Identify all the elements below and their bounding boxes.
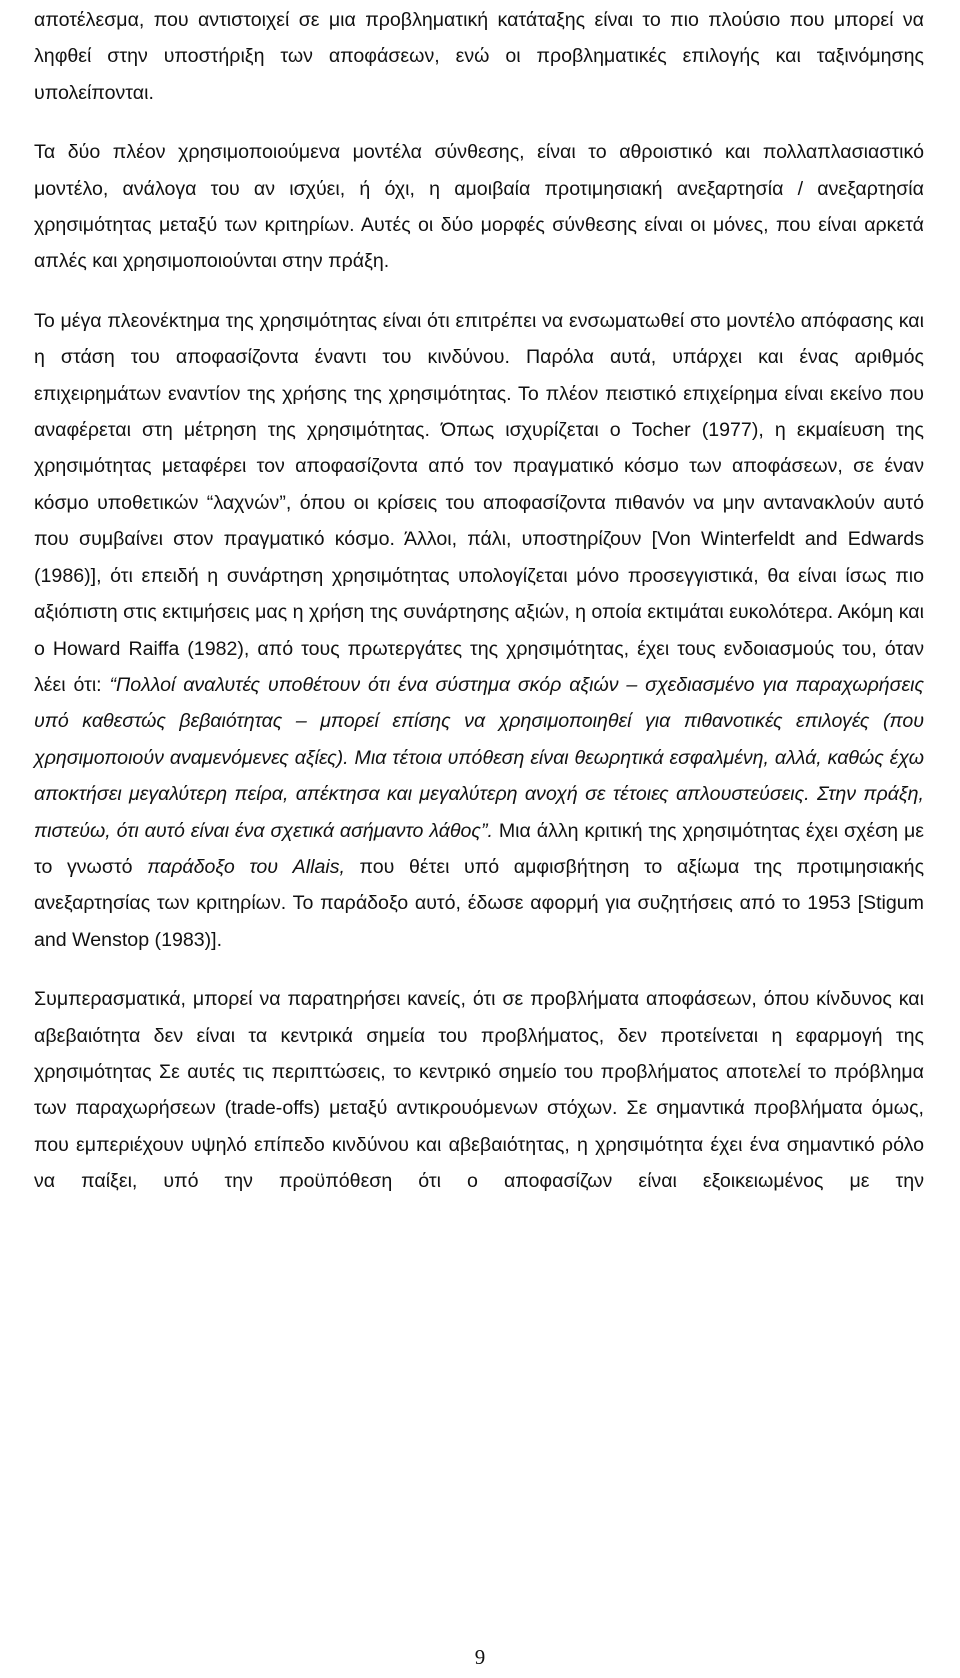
raiffa-quote: “Πολλοί αναλυτές υποθέτουν ότι ένα σύστημα σκόρ αξιών – σχεδιασμένο για παραχωρήσεις υπό καθεστώς βεβαιότητας – μπορεί επίσης να χρησιμοποιηθεί για πιθανοτικές επιλογές (που χρησιμοποιούν αναμενόμενες αξίες). Μια τέτοια υπόθεση είναι θεωρητικά εσφαλμένη, αλλά, καθώς έχω αποκτήσει μεγαλύτερη πείρα, απέκτησα και μεγαλύτερη ανοχή σε τέτοιες απλουστεύσεις. Στην πράξη, πιστεύω, ότι αυτό είναι ένα σχετικά ασήμαντο λάθος”. (34, 673, 924, 842)
allais-paradox-term: παράδοξο του Allais, (147, 855, 345, 878)
page-number: 9 (474, 1645, 486, 1669)
paragraph-4-text: Συμπερασματικά, μπορεί να παρατηρήσει κανείς, ότι σε προβλήματα αποφάσεων, όπου κίνδυνος και αβεβαιότητα δεν είναι τα κεντρικά σημεία του προβλήματος, δεν προτείνεται η εφαρμογή της χρησιμότητας Σε αυτές τις περιπτώσεις, το κεντρικό σημείο του προβλήματος αποτελεί το πρόβλημα των παραχωρήσεων (trade-offs) μεταξύ αντικρουόμενων στόχων. Σε σημαντικά προβλήματα όμως, που εμπεριέχουν υψηλό επίπεδο κινδύνου και αβεβαιότητας, η χρησιμότητα έχει ένα σημαντικό ρόλο να παίξει, υπό την προϋπόθεση ότι ο αποφασίζων είναι εξοικειωμένος με την (34, 988, 924, 1193)
document-body (34, 2, 924, 1223)
paragraph-4 (34, 981, 924, 1199)
paragraph-1-text: αποτέλεσμα, που αντιστοιχεί σε μια προβληματική κατάταξης είναι το πιο πλούσιο που μπορεί να ληφθεί στην υποστήριξη των αποφάσεων, ενώ οι προβληματικές επιλογής και ταξινόμησης υπολείπονται. (34, 9, 924, 104)
paragraph-2 (34, 134, 924, 280)
paragraph-3-text-b: Μια άλλη κριτική της χρησιμότητας έχει σχέση με το γνωστό (34, 819, 924, 878)
paragraph-3-text-a: Το μέγα πλεονέκτημα της χρησιμότητας είναι ότι επιτρέπει να ενσωματωθεί στο μοντέλο απόφασης και η στάση του αποφασίζοντα έναντι του κινδύνου. Παρόλα αυτά, υπάρχει και ένας αριθμός επιχειρημάτων εναντίον της χρήσης της χρησιμότητας. Το πλέον πειστικό επιχείρημα είναι εκείνο που αναφέρεται στη μέτρηση της χρησιμότητας. Όπως ισχυρίζεται ο Tocher (1977), η εκμαίευση της χρησιμότητας μεταφέρει τον αποφασίζοντα από τον πραγματικό κόσμο των αποφάσεων, σε έναν κόσμο υποθετικών “λαχνών”, όπου οι κρίσεις του αποφασίζοντα πιθανόν να μην αντανακλούν αυτό που συμβαίνει στον πραγματικό κόσμο. Άλλοι, πάλι, υποστηρίζουν [Von Winterfeldt and Edwards (1986)], ότι επειδή η συνάρτηση χρησιμότητας υπολογίζεται μόνο προσεγγιστικά, θα είναι ίσως πιο αξιόπιστη στις εκτιμήσεις μας η χρήση της συνάρτησης αξιών, η οποία εκτιμάται ευκολότερα. Ακόμη και ο Howard Raiffa (1982), από τους πρωτεργάτες της χρησιμότητας, έχει τους ενδοιασμούς του, όταν λέει ότι: (34, 309, 924, 696)
paragraph-3-text-c: που θέτει υπό αμφισβήτηση το αξίωμα της προτιμησιακής ανεξαρτησίας των κριτηρίων. Το παράδοξο αυτό, έδωσε αφορμή για συζητήσεις από το 1953 [Stigum and Wenstop (1983)]. (34, 855, 925, 951)
paragraph-2-text: Τα δύο πλέον χρησιμοποιούμενα μοντέλα σύνθεσης, είναι το αθροιστικό και πολλαπλασιαστικό μοντέλο, ανάλογα του αν ισχύει, ή όχι, η αμοιβαία προτιμησιακή ανεξαρτησία / ανεξαρτησία χρησιμότητας μεταξύ των κριτηρίων. Αυτές οι δύο μορφές σύνθεσης είναι οι μόνες, που είναι αρκετά απλές και χρησιμοποιούνται στην πράξη. (34, 141, 924, 273)
paragraph-1 (34, 2, 924, 111)
paragraph-3 (34, 303, 924, 958)
